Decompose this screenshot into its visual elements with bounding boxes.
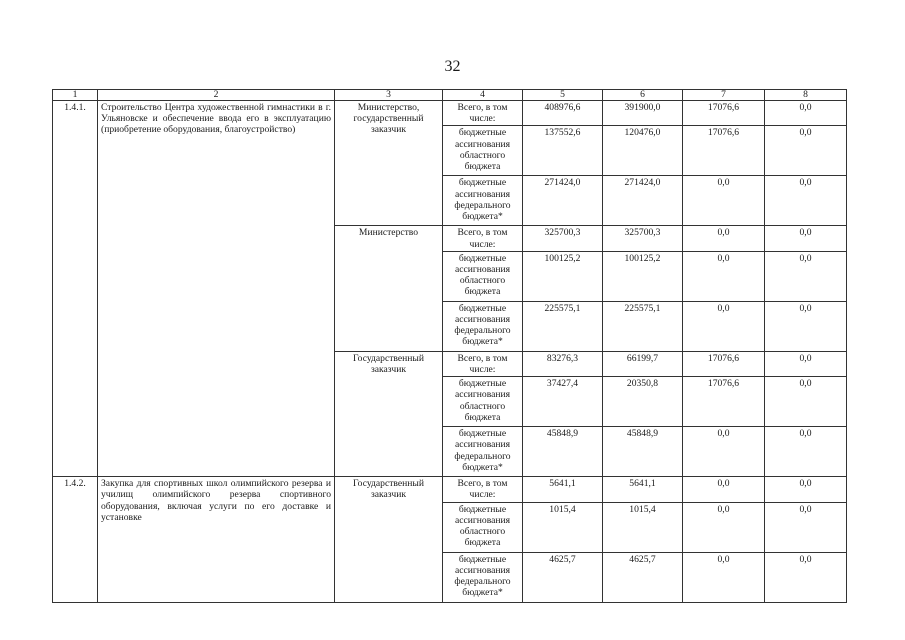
value-col-8: 0,0: [765, 552, 847, 602]
value-col-5: 83276,3: [523, 351, 603, 376]
value-col-7: 0,0: [683, 176, 765, 226]
executor: Министерство: [335, 226, 443, 351]
value-col-6: 20350,8: [603, 377, 683, 427]
value-col-5: 4625,7: [523, 552, 603, 602]
value-col-6: 120476,0: [603, 126, 683, 176]
value-col-7: 0,0: [683, 427, 765, 477]
column-number: 6: [603, 90, 683, 101]
value-col-7: 0,0: [683, 251, 765, 301]
value-col-7: 0,0: [683, 502, 765, 552]
value-col-8: 0,0: [765, 427, 847, 477]
value-col-6: 4625,7: [603, 552, 683, 602]
value-col-5: 100125,2: [523, 251, 603, 301]
value-col-5: 225575,1: [523, 301, 603, 351]
value-col-8: 0,0: [765, 502, 847, 552]
funding-source: бюджетные ассигнования областного бюджета: [443, 502, 523, 552]
value-col-6: 391900,0: [603, 101, 683, 126]
value-col-5: 408976,6: [523, 101, 603, 126]
table-row: [53, 101, 847, 126]
column-number-row: [53, 90, 847, 101]
value-col-8: 0,0: [765, 226, 847, 251]
value-col-5: 37427,4: [523, 377, 603, 427]
column-number: 8: [765, 90, 847, 101]
column-number: 4: [443, 90, 523, 101]
column-number: 3: [335, 90, 443, 101]
funding-source: бюджетные ассигнования федерального бюджета*: [443, 552, 523, 602]
funding-source: бюджетные ассигнования областного бюджета: [443, 251, 523, 301]
executor: Министерство, государственный заказчик: [335, 101, 443, 226]
table-body: [53, 90, 847, 603]
value-col-8: 0,0: [765, 377, 847, 427]
value-col-7: 17076,6: [683, 101, 765, 126]
value-col-7: 17076,6: [683, 126, 765, 176]
value-col-5: 1015,4: [523, 502, 603, 552]
value-col-8: 0,0: [765, 101, 847, 126]
value-col-8: 0,0: [765, 301, 847, 351]
item-number: 1.4.2.: [53, 477, 98, 602]
value-col-5: 271424,0: [523, 176, 603, 226]
executor: Государственный заказчик: [335, 477, 443, 602]
value-col-7: 0,0: [683, 301, 765, 351]
value-col-7: 0,0: [683, 552, 765, 602]
value-col-6: 45848,9: [603, 427, 683, 477]
value-col-6: 5641,1: [603, 477, 683, 502]
funding-source: Всего, в том числе:: [443, 226, 523, 251]
value-col-5: 5641,1: [523, 477, 603, 502]
value-col-5: 45848,9: [523, 427, 603, 477]
funding-source: бюджетные ассигнования федерального бюджета*: [443, 176, 523, 226]
funding-source: Всего, в том числе:: [443, 101, 523, 126]
value-col-8: 0,0: [765, 477, 847, 502]
funding-source: бюджетные ассигнования федерального бюджета*: [443, 301, 523, 351]
value-col-5: 137552,6: [523, 126, 603, 176]
value-col-8: 0,0: [765, 251, 847, 301]
item-number: 1.4.1.: [53, 101, 98, 477]
value-col-7: 0,0: [683, 226, 765, 251]
budget-table: [52, 89, 847, 603]
item-name: Закупка для спортивных школ олимпийского резерва и училищ олимпийского резерва спортивного оборудования, включая услуги по его доставке и установке: [98, 477, 335, 602]
executor: Государственный заказчик: [335, 351, 443, 476]
funding-source: бюджетные ассигнования областного бюджета: [443, 126, 523, 176]
value-col-6: 1015,4: [603, 502, 683, 552]
value-col-8: 0,0: [765, 126, 847, 176]
funding-source: бюджетные ассигнования федерального бюджета*: [443, 427, 523, 477]
column-number: 2: [98, 90, 335, 101]
value-col-6: 100125,2: [603, 251, 683, 301]
column-number: 7: [683, 90, 765, 101]
funding-source: Всего, в том числе:: [443, 351, 523, 376]
value-col-7: 17076,6: [683, 351, 765, 376]
value-col-5: 325700,3: [523, 226, 603, 251]
column-number: 1: [53, 90, 98, 101]
table-row: [53, 477, 847, 502]
value-col-8: 0,0: [765, 351, 847, 376]
value-col-6: 66199,7: [603, 351, 683, 376]
funding-source: бюджетные ассигнования областного бюджета: [443, 377, 523, 427]
value-col-7: 17076,6: [683, 377, 765, 427]
column-number: 5: [523, 90, 603, 101]
value-col-6: 325700,3: [603, 226, 683, 251]
item-name: Строительство Центра художественной гимнастики в г. Ульяновске и обеспечение ввода его в эксплуатацию (приобретение оборудования, благоустройство): [98, 101, 335, 477]
value-col-6: 225575,1: [603, 301, 683, 351]
funding-source: Всего, в том числе:: [443, 477, 523, 502]
page-number: 32: [444, 58, 461, 75]
value-col-6: 271424,0: [603, 176, 683, 226]
value-col-8: 0,0: [765, 176, 847, 226]
value-col-7: 0,0: [683, 477, 765, 502]
